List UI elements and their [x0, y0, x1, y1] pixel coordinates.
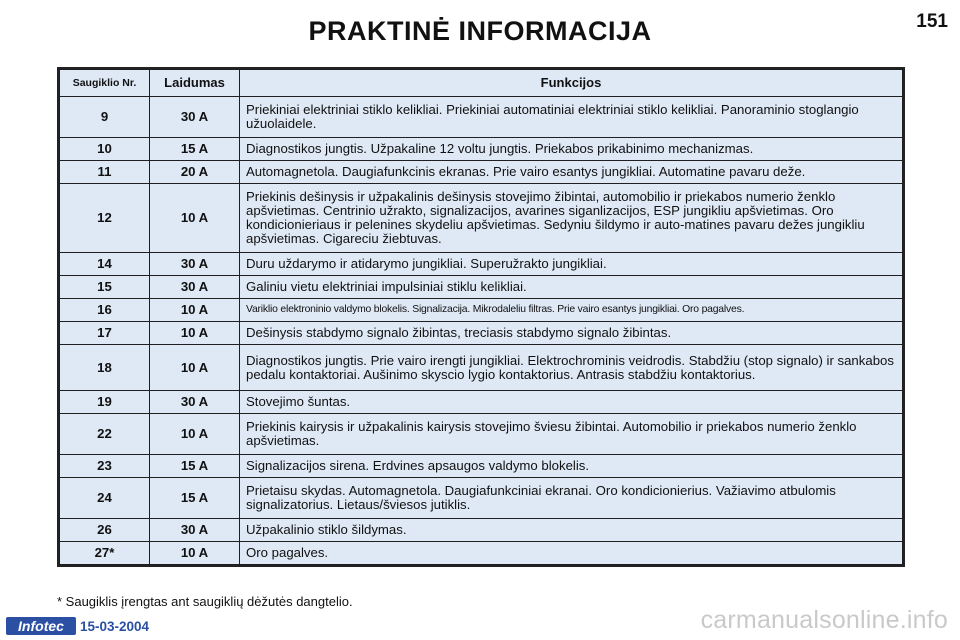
fuse-number: 17	[60, 322, 150, 345]
fuse-functions: Oro pagalves.	[240, 542, 903, 565]
fuse-number: 23	[60, 455, 150, 478]
page-number: 151	[916, 11, 948, 32]
fuse-amperage: 30 A	[150, 253, 240, 276]
header-fuse-number: Saugiklio Nr.	[60, 70, 150, 97]
table-row	[60, 391, 903, 414]
table-row	[60, 478, 903, 519]
fuse-amperage: 10 A	[150, 542, 240, 565]
fuse-table-container	[57, 67, 905, 567]
table-row	[60, 276, 903, 299]
watermark: carmanualsonline.info	[700, 606, 948, 634]
fuse-functions: Prietaisu skydas. Automagnetola. Daugiafunkciniai ekranai. Oro kondicionierius. Važiavimo atbulomis signalizatorius. Lietaus/šviesos jutiklis.	[240, 478, 903, 519]
table-row	[60, 519, 903, 542]
fuse-amperage: 10 A	[150, 322, 240, 345]
fuse-number: 9	[60, 97, 150, 138]
fuse-functions: Dešinysis stabdymo signalo žibintas, treciasis stabdymo signalo žibintas.	[240, 322, 903, 345]
table-row	[60, 299, 903, 322]
fuse-amperage: 15 A	[150, 138, 240, 161]
fuse-functions: Signalizacijos sirena. Erdvines apsaugos valdymo blokelis.	[240, 455, 903, 478]
fuse-amperage: 10 A	[150, 299, 240, 322]
table-row	[60, 322, 903, 345]
fuse-number: 11	[60, 161, 150, 184]
fuse-amperage: 30 A	[150, 276, 240, 299]
fuse-amperage: 30 A	[150, 97, 240, 138]
fuse-functions: Priekiniai elektriniai stiklo kelikliai. Priekiniai automatiniai elektriniai stiklo kelikliai. Panoraminio stoglangio užuolaidele.	[240, 97, 903, 138]
table-row	[60, 138, 903, 161]
fuse-functions: Duru uždarymo ir atidarymo jungikliai. Superužrakto jungikliai.	[240, 253, 903, 276]
fuse-amperage: 30 A	[150, 519, 240, 542]
fuse-number: 22	[60, 414, 150, 455]
fuse-number: 15	[60, 276, 150, 299]
fuse-functions: Užpakalinio stiklo šildymas.	[240, 519, 903, 542]
fuse-functions: Diagnostikos jungtis. Prie vairo irengti jungikliai. Elektrochrominis veidrodis. Stabdžiu (stop signalo) ir sankabos pedalu kontaktoriai. Aušinimo skyscio lygio kontaktorius. Antrasis stabdžiu kontaktorius.	[240, 345, 903, 391]
fuse-amperage: 10 A	[150, 345, 240, 391]
table-row	[60, 542, 903, 565]
fuse-number: 26	[60, 519, 150, 542]
table-row	[60, 455, 903, 478]
fuse-amperage: 15 A	[150, 478, 240, 519]
table-header-row	[60, 70, 903, 97]
fuse-number: 12	[60, 184, 150, 253]
table-row	[60, 414, 903, 455]
fuse-number: 14	[60, 253, 150, 276]
fuse-amperage: 30 A	[150, 391, 240, 414]
fuse-functions: Variklio elektroninio valdymo blokelis. Signalizacija. Mikrodaleliu filtras. Prie vairo esantys jungikliai. Oro pagalves.	[240, 299, 903, 322]
fuse-number: 24	[60, 478, 150, 519]
table-row	[60, 345, 903, 391]
fuse-amperage: 20 A	[150, 161, 240, 184]
footnote: * Saugiklis įrengtas ant saugiklių dėžutės dangtelio.	[57, 594, 353, 609]
brand-logo: Infotec	[6, 617, 76, 635]
fuse-functions: Galiniu vietu elektriniai impulsiniai stiklu kelikliai.	[240, 276, 903, 299]
print-date: 15-03-2004	[80, 619, 150, 634]
fuse-number: 16	[60, 299, 150, 322]
fuse-amperage: 15 A	[150, 455, 240, 478]
fuse-amperage: 10 A	[150, 414, 240, 455]
table-row	[60, 161, 903, 184]
fuse-table	[59, 69, 903, 565]
table-row	[60, 253, 903, 276]
fuse-functions: Priekinis dešinysis ir užpakalinis dešinysis stovejimo žibintai, automobilio ir priekabos numerio ženklo apšvietimas. Centrinio užrakto, signalizacijos, avarines siganlizacijos, ESP jungikliu apšvietimas. Oro kondicionieriaus ir pelenines skydeliu apšvietimas. Sedyniu šildymo ir auto-matines pavaru dežes jungikliu apšvietimas. Cigareciu žiebtuvas.	[240, 184, 903, 253]
header-functions: Funkcijos	[240, 70, 903, 97]
fuse-number: 27*	[60, 542, 150, 565]
fuse-functions: Stovejimo šuntas.	[240, 391, 903, 414]
table-row	[60, 184, 903, 253]
header-amperage: Laidumas	[150, 70, 240, 97]
fuse-amperage: 10 A	[150, 184, 240, 253]
fuse-functions: Diagnostikos jungtis. Užpakaline 12 voltu jungtis. Priekabos prikabinimo mechanizmas.	[240, 138, 903, 161]
fuse-functions: Automagnetola. Daugiafunkcinis ekranas. Prie vairo esantys jungikliai. Automatine pavaru deže.	[240, 161, 903, 184]
fuse-number: 19	[60, 391, 150, 414]
fuse-number: 18	[60, 345, 150, 391]
page-title: PRAKTINĖ INFORMACIJA	[308, 16, 652, 46]
fuse-functions: Priekinis kairysis ir užpakalinis kairysis stovejimo šviesu žibintai. Automobilio ir priekabos numerio ženklo apšvietimas.	[240, 414, 903, 455]
fuse-number: 10	[60, 138, 150, 161]
table-row	[60, 97, 903, 138]
